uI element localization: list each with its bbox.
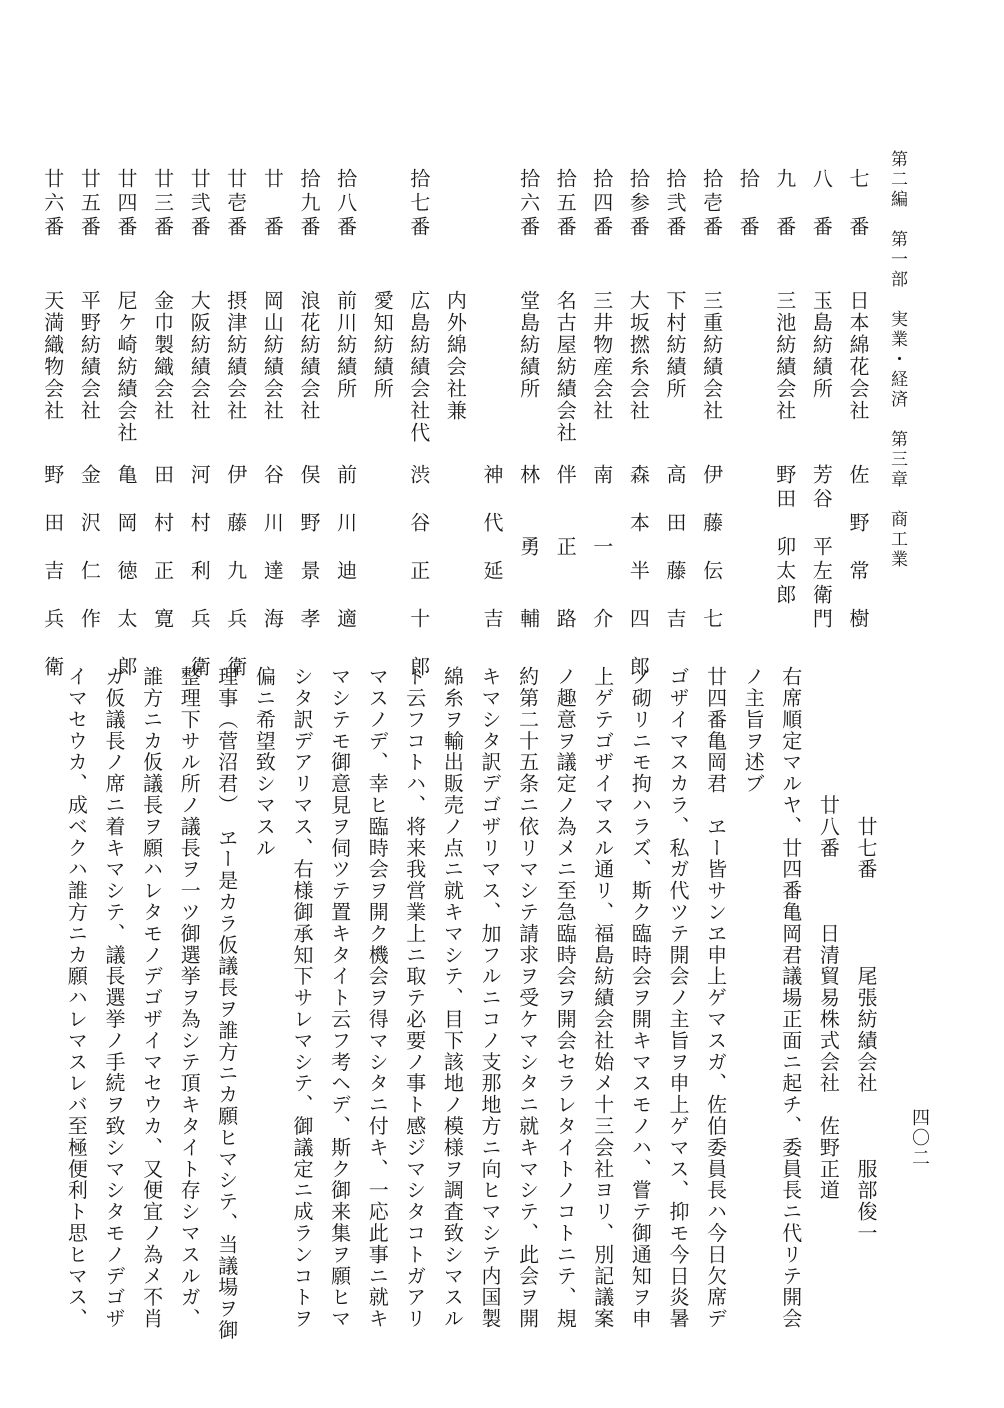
member-row — [811, 168, 839, 638]
member-person: 芳谷 平左衛門 — [809, 464, 834, 632]
member-company: 内外綿会社兼 — [443, 290, 468, 422]
member-company: 岡山紡績会社 — [260, 290, 285, 422]
member-row — [482, 168, 510, 638]
member-number: 廿壱番 — [223, 168, 248, 240]
member-number: 廿 番 — [260, 168, 285, 240]
member-company: 下村紡績所 — [663, 290, 687, 400]
prose-line: 廿八番 日清貿易株式会社 佐野正道 — [816, 666, 841, 1201]
member-row — [848, 168, 876, 638]
member-person: 南 一 介 — [589, 464, 614, 632]
prose-line: 右席順定マルヤ、廿四番亀岡君議場正面ニ起チ、委員長ニ代リテ開会 — [778, 666, 803, 1330]
member-row — [589, 168, 620, 638]
member-row — [262, 168, 290, 638]
page-number: 四〇二 — [909, 1108, 930, 1168]
member-company: 尼ケ崎紡績会社 — [114, 290, 138, 444]
member-company: 摂津紡績会社 — [223, 290, 248, 422]
prose-line: ノ主旨ヲ述ブ — [741, 666, 766, 795]
prose-line: 廿四番亀岡君 ヱー皆サンヱ申上ゲマスガ、佐伯委員長ハ今日欠席デ — [703, 666, 728, 1330]
member-row — [40, 168, 71, 680]
prose-line: キマシタ訳デゴザリマス、加フルニコノ支那地方ニ向ヒマシテ内国製 — [478, 666, 502, 1330]
member-person: 前 川 迪 適 — [333, 464, 358, 632]
member-number: 廿六番 — [40, 168, 65, 240]
member-row — [333, 168, 364, 638]
member-number: 拾参番 — [626, 168, 651, 240]
member-person: 伊 藤 伝 七 — [699, 464, 724, 632]
member-row — [299, 168, 327, 638]
member-company: 大阪紡績会社 — [187, 290, 212, 422]
prose-line: 廿七番 尾張紡績会社 服部俊一 — [854, 666, 878, 1244]
member-row — [79, 168, 107, 638]
member-person: 佐 野 常 樹 — [846, 464, 870, 632]
member-row — [372, 168, 400, 638]
member-company: 三重紡績会社 — [699, 290, 724, 422]
prose-line: マスノデ、幸ヒ臨時会ヲ開ク機会ヲ得マシタニ付キ、一応此事ニ就キ — [365, 666, 390, 1330]
member-number: 廿四番 — [114, 168, 138, 240]
running-head: 第二編 第一部 実業・経済 第三章 商工業 — [887, 150, 907, 570]
member-person: 河 村 利 兵 衛 — [187, 464, 212, 680]
member-number: 拾七番 — [406, 168, 431, 240]
member-number: 拾九番 — [297, 168, 321, 240]
member-row — [114, 168, 144, 680]
member-number: 拾五番 — [553, 168, 578, 240]
member-number: 九 番 — [772, 168, 797, 240]
member-person: 渋 谷 正 十 郎 — [406, 464, 431, 680]
member-row — [223, 168, 254, 680]
prose-line: ガ仮議長ノ席ニ着キマシテ、議長選挙ノ手続ヲ致シマシタモノデゴザ — [102, 666, 126, 1330]
prose-line: 整理下サル所ノ議長ヲ一ツ御選挙ヲ為シテ頂キタイト存シマスルガ、 — [177, 666, 202, 1330]
prose-line: 綿糸ヲ輸出販売ノ点ニ就キマシテ、目下該地ノ模様ヲ調査致シマスル — [440, 666, 465, 1330]
member-company: 三井物産会社 — [589, 290, 614, 422]
member-company: 大坂撚糸会社 — [626, 290, 651, 422]
member-company: 天満織物会社 — [40, 290, 65, 422]
member-number: 拾壱番 — [699, 168, 724, 240]
member-number: 七 番 — [846, 168, 870, 240]
member-number: 廿三番 — [150, 168, 175, 240]
prose-line: ト云フコトハ、将来我営業上ニ取テ必要ノ事ト感ジマシタコトガアリ — [402, 666, 427, 1330]
member-number: 拾四番 — [589, 168, 614, 240]
member-row — [150, 168, 181, 638]
member-number: 拾弐番 — [663, 168, 687, 240]
member-number: 廿五番 — [77, 168, 102, 240]
prose-line: 上ゲテゴザイマスル通リ、福島紡績会社始メ十三会社ヨリ、別記議案 — [590, 666, 615, 1330]
member-company: 愛知紡績所 — [370, 290, 395, 400]
member-number: 拾 番 — [736, 168, 761, 240]
prose-line: 理事（菅沼君） ヱー是カラ仮議長ヲ誰方ニカ願ヒマシテ、当議場ヲ御 — [214, 666, 239, 1341]
prose-line: ノ趣意ヲ議定ノ為メニ至急臨時会ヲ開会セラレタイトノコトニテ、規 — [553, 666, 578, 1330]
member-company: 堂島紡績所 — [516, 290, 541, 400]
member-row — [738, 168, 766, 638]
member-row — [626, 168, 656, 680]
member-row — [406, 168, 437, 680]
member-company: 名古屋紡績会社 — [553, 290, 578, 444]
member-number: 拾八番 — [333, 168, 358, 240]
member-row — [445, 168, 473, 638]
member-company: 三池紡績会社 — [772, 290, 797, 422]
member-company: 前川紡績所 — [333, 290, 358, 400]
prose-line: イマセウカ、成ベクハ誰方ニカ願ハレマスレバ至極便利ト思ヒマス、 — [64, 666, 89, 1330]
member-row — [516, 168, 547, 638]
member-person: 伊 藤 九 兵 衛 — [223, 464, 248, 680]
member-person: 伴 正 路 — [553, 464, 578, 632]
prose-line: ノ砌リニモ拘ハラズ、斯ク臨時会ヲ開キマスモノハ、嘗テ御通知ヲ申 — [628, 666, 653, 1330]
member-company: 平野紡績会社 — [77, 290, 102, 422]
prose-line: 約第二十五条ニ依リマシテ請求ヲ受ケマシタニ就キマシテ、此会ヲ開 — [515, 666, 540, 1330]
member-company: 日本綿花会社 — [846, 290, 870, 422]
member-person: 林 勇 輔 — [516, 464, 541, 632]
member-number: 廿弐番 — [187, 168, 212, 240]
member-company: 浪花紡績会社 — [297, 290, 321, 422]
member-number: 拾六番 — [516, 168, 541, 240]
member-person: 森 本 半 四 郎 — [626, 464, 651, 680]
member-person: 野田 卯太郎 — [772, 464, 797, 608]
member-person: 金 沢 仁 作 — [77, 464, 102, 632]
member-row — [665, 168, 693, 638]
member-company: 広島紡績会社代 — [406, 290, 431, 444]
member-person: 田 村 正 寛 — [150, 464, 175, 632]
member-person: 谷 川 達 海 — [260, 464, 285, 632]
member-row — [772, 168, 803, 638]
member-person: 俣 野 景 孝 — [297, 464, 321, 632]
member-row — [699, 168, 730, 638]
prose-line: 誰方ニカ仮議長ヲ願ハレタモノデゴザイマセウカ、又便宜ノ為メ不肖 — [139, 666, 164, 1330]
member-person: 野 田 吉 兵 衛 — [40, 464, 65, 680]
prose-line: 偏ニ希望致シマスル — [252, 666, 277, 859]
member-company: 玉島紡績所 — [809, 290, 834, 400]
member-person: 高 田 藤 吉 — [663, 464, 687, 632]
member-company: 金巾製織会社 — [150, 290, 175, 422]
member-number: 八 番 — [809, 168, 834, 240]
member-row — [555, 168, 583, 638]
member-person: 神 代 延 吉 — [480, 464, 504, 632]
prose-line: シタ訳デアリマス、右様御承知下サレマシテ、御議定ニ成ランコトヲ — [290, 666, 314, 1330]
member-person: 亀 岡 徳 太 郎 — [114, 464, 138, 680]
member-row — [187, 168, 217, 680]
prose-line: マシテモ御意見ヲ伺ツテ置キタイト云フ考ヘデ、斯ク御来集ヲ願ヒマ — [327, 666, 352, 1330]
prose-line: ゴザイマスカラ、私ガ代ツテ開会ノ主旨ヲ申上ゲマス、抑モ今日炎暑 — [666, 666, 690, 1330]
